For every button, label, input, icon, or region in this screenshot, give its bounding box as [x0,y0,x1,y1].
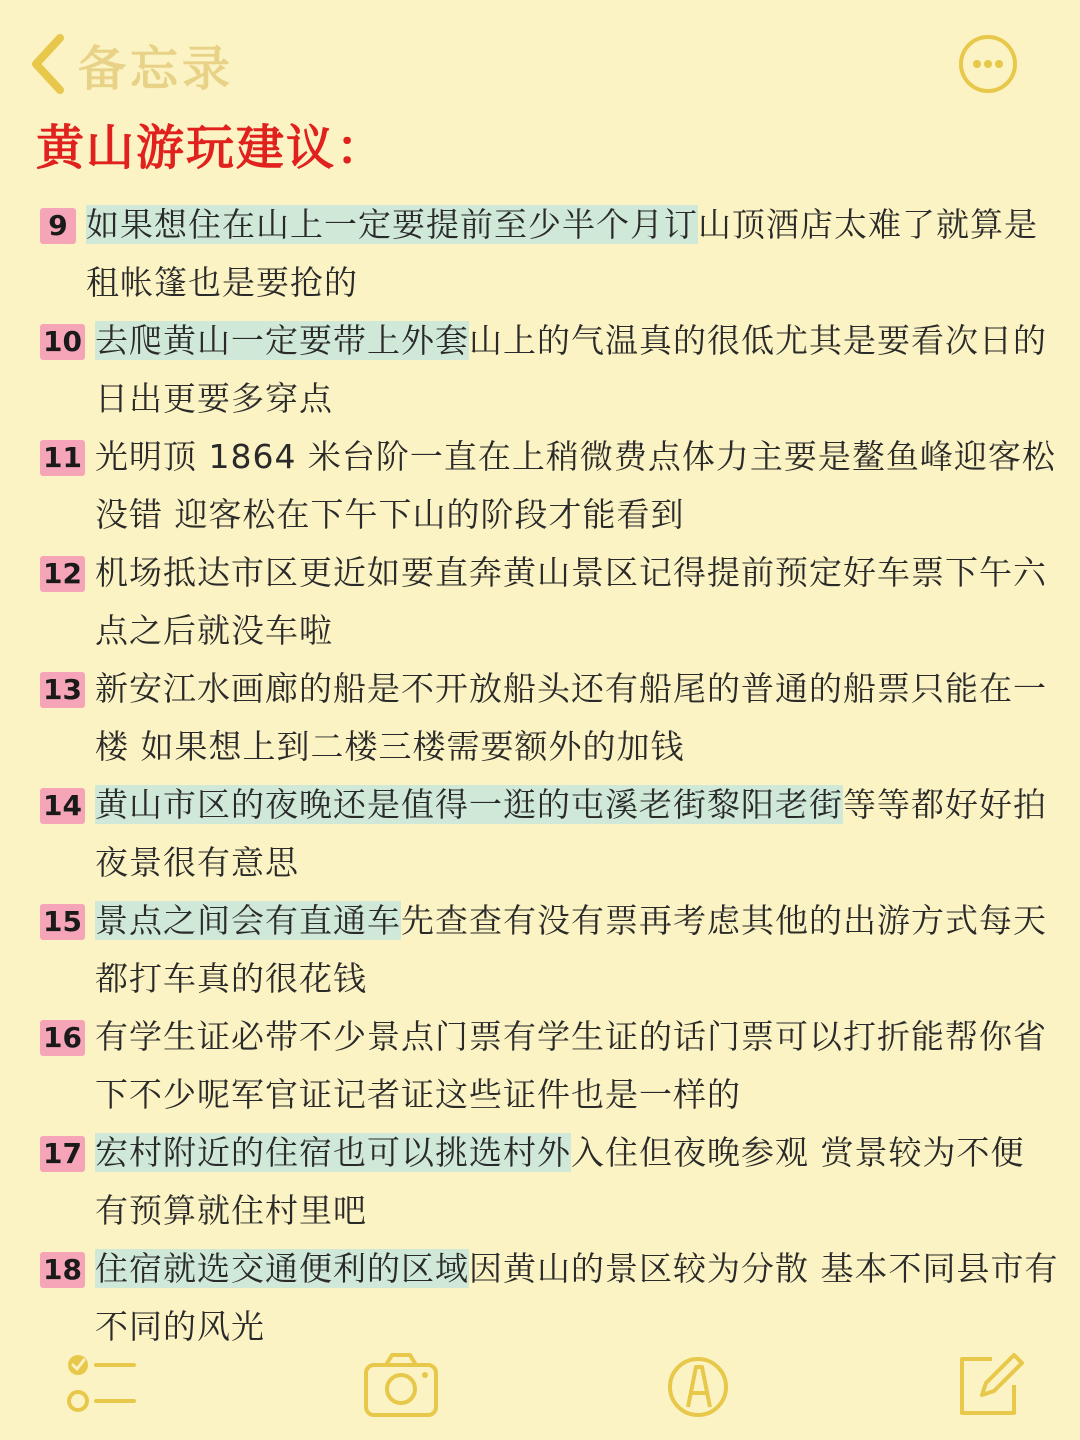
item-body-text: 山上的气温真的很低尤其是要看次日的日出更要多穿点 [94,321,1047,418]
tips-list [40,196,1065,1356]
item-number-badge: 11 [40,440,85,476]
item-text [95,544,1065,660]
item-body-text: 有学生证必带不少景点门票有学生证的话门票可以打折能帮你省下不少呢军官证记者证这些证件也是一样的 [94,1017,1047,1114]
back-button[interactable] [30,28,234,100]
list-item [40,776,1065,892]
list-item [40,312,1065,428]
item-text [95,892,1065,1008]
item-number-badge: 13 [40,672,85,708]
highlighted-text: 去爬黄山一定要带上外套 [94,321,469,360]
top-bar [0,0,1080,118]
list-item [40,196,1065,312]
item-number-badge: 14 [40,788,85,824]
ellipsis-circle-icon [958,34,1018,94]
item-text [95,1124,1065,1240]
list-item [40,1240,1065,1356]
item-number-badge: 15 [40,904,85,940]
camera-button[interactable] [362,1345,442,1425]
item-body-text: 机场抵达市区更近如要直奔黄山景区记得提前预定好车票下午六点之后就没车啦 [94,553,1047,650]
list-item [40,544,1065,660]
markup-button[interactable] [662,1345,742,1425]
checklist-button[interactable] [62,1345,142,1425]
camera-icon [362,1345,442,1425]
pen-icon [662,1345,742,1425]
chevron-left-icon [30,32,66,96]
item-number-badge: 12 [40,556,85,592]
item-body-text: 光明顶 1864 米台阶一直在上稍微费点体力主要是鳌鱼峰迎客松 没错 迎客松在下午下山的阶段才能看到 [94,437,1056,534]
item-body-text: 入住但夜晚参观 赏景较为不便 有预算就住村里吧 [94,1133,1025,1230]
list-item [40,1008,1065,1124]
item-number-badge: 10 [40,324,85,360]
compose-button[interactable] [952,1345,1032,1425]
item-body-text: 山顶酒店太难了就算是租帐篷也是要抢的 [86,205,1038,302]
highlighted-text: 黄山市区的夜晚还是值得一逛的屯溪老街黎阳老街 [94,785,843,824]
item-text [95,1008,1065,1124]
highlighted-text: 住宿就选交通便利的区域 [94,1249,469,1288]
item-text [95,1240,1065,1356]
list-item [40,892,1065,1008]
item-text [86,196,1065,312]
item-text [95,776,1065,892]
highlighted-text: 宏村附近的住宿也可以挑选村外 [94,1133,571,1172]
compose-icon [952,1345,1032,1425]
item-body-text: 先查查有没有票再考虑其他的出游方式每天都打车真的很花钱 [94,901,1047,998]
highlighted-text: 景点之间会有直通车 [94,901,401,940]
item-body-text: 因黄山的景区较为分散 基本不同县市有不同的风光 [94,1249,1059,1346]
more-options-button[interactable] [958,34,1018,94]
item-number-badge: 9 [40,208,76,244]
note-title: 黄山游玩建议： [36,120,387,176]
back-label: 备忘录 [78,40,235,97]
item-text [95,312,1065,428]
item-body-text: 等等都好好拍 夜景很有意思 [94,785,1047,882]
item-number-badge: 17 [40,1136,85,1172]
highlighted-text: 如果想住在山上一定要提前至少半个月订 [86,205,698,244]
list-item [40,428,1065,544]
item-body-text: 新安江水画廊的船是不开放船头还有船尾的普通的船票只能在一楼 如果想上到二楼三楼需要额外的加钱 [94,669,1047,766]
list-item [40,660,1065,776]
list-item [40,1124,1065,1240]
checklist-icon [62,1345,142,1425]
item-text [95,660,1065,776]
item-number-badge: 18 [40,1252,85,1288]
item-number-badge: 16 [40,1020,85,1056]
item-text [95,428,1065,544]
bottom-toolbar [0,1345,1080,1440]
